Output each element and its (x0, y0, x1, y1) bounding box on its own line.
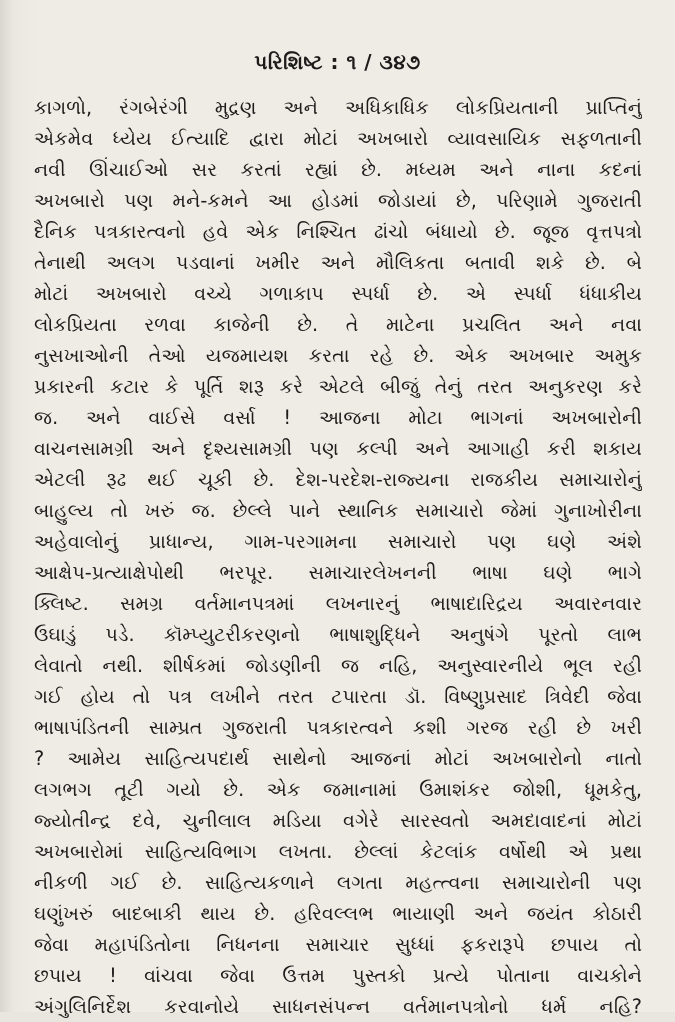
text-line: જ્યોતીન્દ્ર દવે, ચુનીલાલ મડિયા વગેરે સારસ્વતો અમદાવાદનાં મોટાં (34, 809, 642, 832)
text-line: અખબારોમાં સાહિત્યવિભાગ લખતા. છેલ્લાં કેટલાંક વર્ષોથી એ પ્રથા (34, 840, 642, 863)
text-line: અખબારો પણ મને-કમને આ હોડમાં જોડાયાં છે, પરિણામે ગુજરાતી (34, 189, 642, 212)
text-line: ઉઘાડું પડે. કૉમ્પ્યુટરીકરણનો ભાષાશુદ્ધિને અનુષંગે પૂરતો લાભ (34, 623, 642, 646)
text-line: જેવા મહાપંડિતોના નિધનના સમાચાર સુધ્ધાં ફકરારૂપે છપાય તો (34, 933, 642, 956)
text-line: ગઈ હોય તો પત્ર લખીને તરત ટપારતા ડૉ. વિષ્ણુપ્રસાદ ત્રિવેદી જેવા (34, 685, 642, 708)
body-text (34, 92, 642, 1022)
text-line: તેનાથી અલગ પડવાનાં ખમીર અને મૌલિકતા બતાવી શકે છે. બે (34, 251, 642, 274)
text-line: પ્રકારની કટાર કે પૂર્તિ શરૂ કરે એટલે બીજું તેનું તરત અનુકરણ કરે (34, 375, 642, 398)
text-line: આક્ષેપ-પ્રત્યાક્ષેપોથી ભરપૂર. સમાચારલેખનની ભાષા ઘણે ભાગે (34, 561, 642, 584)
text-line: એકમેવ ધ્યેય ઈત્યાદિ દ્વારા મોટાં અખબારો વ્યાવસાયિક સફળતાની (34, 127, 642, 150)
text-line: ક્લિષ્ટ. સમગ્ર વર્તમાનપત્રમાં લખનારનું ભાષાદારિદ્રય અવારનવાર (34, 592, 642, 615)
text-line: અહેવાલોનું પ્રાધાન્ય, ગામ-પરગામના સમાચારો પણ ઘણે અંશે (34, 530, 642, 553)
text-line: ? આમેય સાહિત્યપદાર્થ સાથેનો આજનાં મોટાં અખબારોનો નાતો (34, 747, 642, 770)
text-line: લોકપ્રિયતા રળવા કાજેની છે. તે માટેના પ્રચલિત અને નવા (34, 313, 642, 336)
text-line: કાગળો, રંગબેરંગી મુદ્રણ અને અધિકાધિક લોકપ્રિયતાની પ્રાપ્તિનું (34, 96, 642, 119)
text-line: નવી ઊંચાઈઓ સર કરતાં રહ્યાં છે. મધ્યમ અને નાના કદનાં (34, 158, 642, 181)
text-line: છપાય ! વાંચવા જેવા ઉત્તમ પુસ્તકો પ્રત્યે પોતાના વાચકોને (34, 964, 642, 987)
page-header: પરિશિષ્ટ : ૧ / ૩૪૭ (254, 50, 421, 74)
text-line: વાચનસામગ્રી અને દૃશ્યસામગ્રી પણ કલ્પી અને આગાહી કરી શકાય (34, 437, 642, 460)
text-line: જ. અને વાઈસે વર્સા ! આજના મોટા ભાગનાં અખબારોની (34, 406, 642, 429)
text-line: અંગુલિનિર્દેશ કરવાનોયે સાધનસંપન્ન વર્તમાનપત્રોનો ધર્મ નહિ? (34, 995, 642, 1018)
text-line: લગભગ તૂટી ગયો છે. એક જમાનામાં ઉમાશંકર જોશી, ધૂમકેતુ, (34, 778, 642, 801)
text-line: ભાષાપંડિતની સામ્પ્રત ગુજરાતી પત્રકારત્વને કશી ગરજ રહી છે ખરી (34, 716, 642, 739)
text-line: એટલી રૂઢ થઈ ચૂકી છે. દેશ-પરદેશ-રાજ્યના રાજકીય સમાચારોનું (34, 468, 642, 491)
text-line: ઘણુંખરું બાદબાકી થાય છે. હરિવલ્લભ ભાયાણી અને જયંત કોઠારી (34, 902, 642, 925)
text-line: લેવાતો નથી. શીર્ષકમાં જોડણીની જ નહિ, અનુસ્વારનીયે ભૂલ રહી (34, 654, 642, 677)
text-line: મોટાં અખબારો વચ્ચે ગળાકાપ સ્પર્ધા છે. એ સ્પર્ધા ધંધાકીય (34, 282, 642, 305)
text-line: નીકળી ગઈ છે. સાહિત્યકળાને લગતા મહત્ત્વના સમાચારોની પણ (34, 871, 642, 894)
text-line: બાહુલ્ય તો ખરું જ. છેલ્લે પાને સ્થાનિક સમાચારો જેમાં ગુનાખોરીના (34, 499, 642, 522)
text-line: નુસખાઓની તેઓ યજમાયશ કરતા રહે છે. એક અખબાર અમુક (34, 344, 642, 367)
text-line: દૈનિક પત્રકારત્વનો હવે એક નિશ્ચિત ઢાંચો બંધાયો છે. જૂજ વૃત્તપત્રો (34, 220, 642, 243)
